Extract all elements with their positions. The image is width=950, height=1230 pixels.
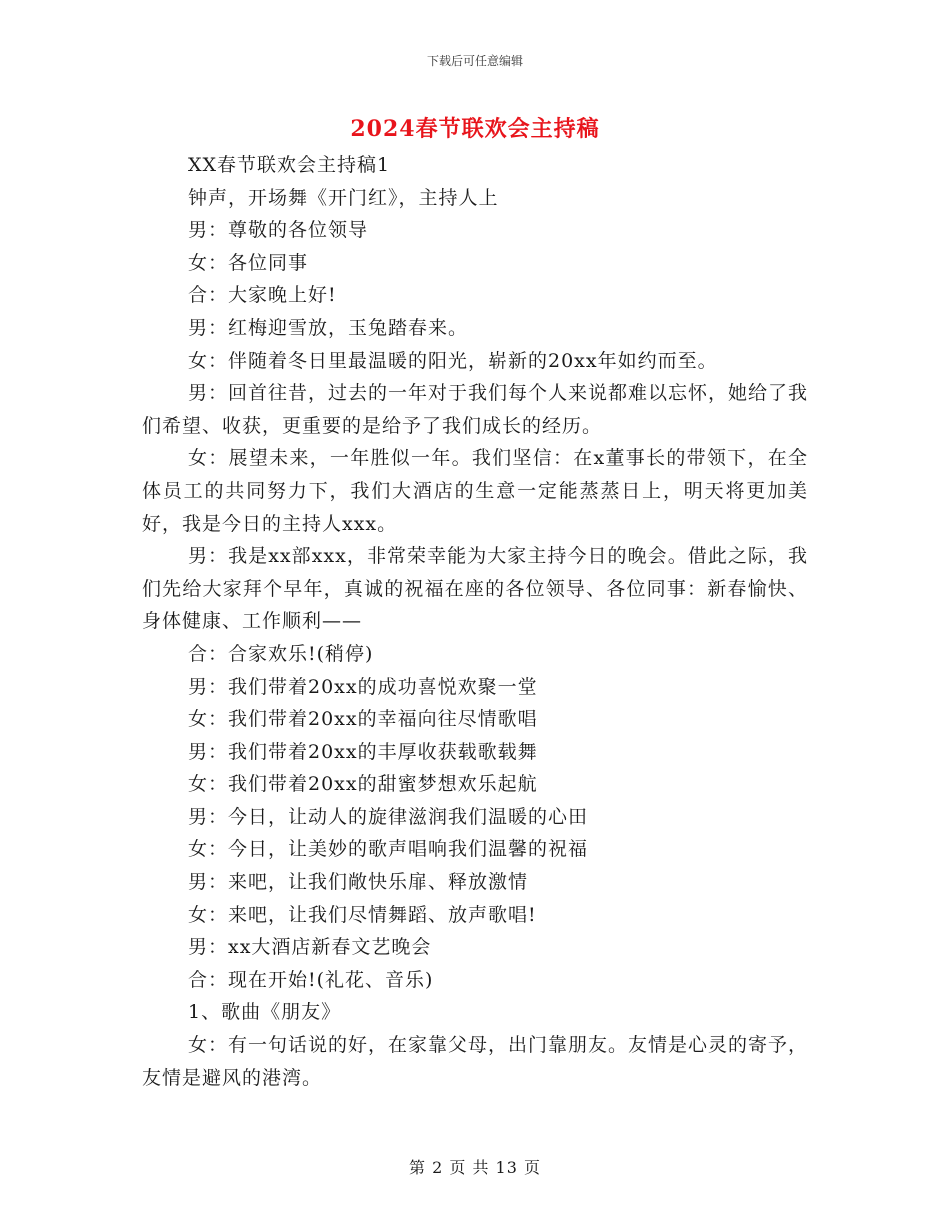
paragraph: 男：我们带着20xx的成功喜悦欢聚一堂	[188, 675, 538, 698]
paragraph: 合：合家欢乐!(稍停)	[188, 642, 374, 665]
paragraph: 女：各位同事	[188, 251, 309, 274]
paragraph: 男：红梅迎雪放，玉兔踏春来。	[188, 316, 469, 339]
paragraph: 女：我们带着20xx的甜蜜梦想欢乐起航	[188, 773, 538, 796]
paragraph: 女：今日，让美妙的歌声唱响我们温馨的祝福	[188, 838, 589, 861]
document-body	[142, 149, 808, 1094]
paragraph: 合：大家晚上好!	[188, 284, 337, 307]
paragraph: 男：今日，让动人的旋律滋润我们温暖的心田	[188, 805, 589, 828]
paragraph: 女：我们带着20xx的幸福向往尽情歌唱	[188, 708, 538, 731]
paragraph: 男：xx大酒店新春文艺晚会	[188, 936, 432, 959]
paragraph: 女：伴随着冬日里最温暖的阳光，崭新的20xx年如约而至。	[188, 349, 718, 372]
paragraph: 女：展望未来，一年胜似一年。我们坚信：在x董事长的带领下，在全体员工的共同努力下，我们大酒店的生意一定能蒸蒸日上，明天将更加美好，我是今日的主持人xxx。	[142, 447, 808, 535]
paragraph: 1、歌曲《朋友》	[188, 1001, 342, 1024]
paragraph: 男：回首往昔，过去的一年对于我们每个人来说都难以忘怀，她给了我们希望、收获，更重要的是给予了我们成长的经历。	[142, 382, 809, 437]
paragraph: 男：我是xx部xxx，非常荣幸能为大家主持今日的晚会。借此之际，我们先给大家拜个早年，真诚的祝福在座的各位领导、各位同事：新春愉快、身体健康、工作顺利——	[142, 545, 808, 633]
paragraph: XX春节联欢会主持稿1	[188, 154, 391, 176]
paragraph: 女：来吧，让我们尽情舞蹈、放声歌唱!	[188, 903, 537, 926]
paragraph: 合：现在开始!(礼花、音乐)	[188, 968, 434, 991]
page-number: 第 2 页 共 13 页	[409, 1158, 541, 1177]
paragraph: 钟声，开场舞《开门红》，主持人上	[188, 186, 499, 209]
paragraph: 男：我们带着20xx的丰厚收获载歌载舞	[188, 740, 538, 763]
document-title: 2024春节联欢会主持稿	[350, 116, 600, 142]
paragraph: 女：有一句话说的好，在家靠父母，出门靠朋友。友情是心灵的寄予，友情是避风的港湾。	[142, 1034, 809, 1089]
page-header-note: 下载后可任意编辑	[426, 54, 523, 68]
paragraph: 男：来吧，让我们敞快乐扉、释放激情	[188, 871, 529, 894]
paragraph: 男：尊敬的各位领导	[188, 219, 369, 242]
